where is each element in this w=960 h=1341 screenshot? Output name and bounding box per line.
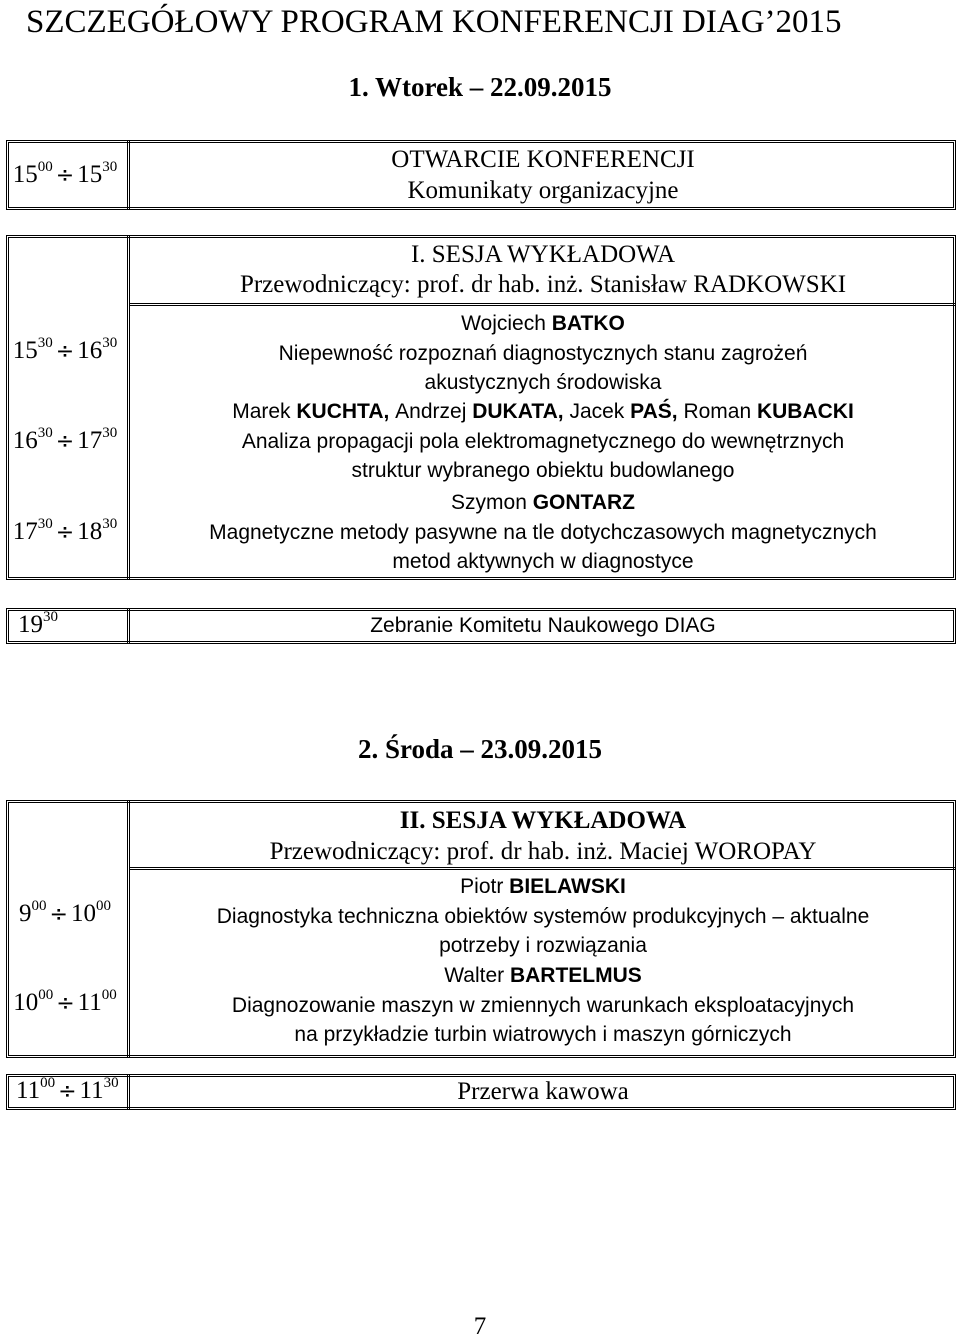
talk1-time: $15^{30} \div 16^{30}$ (12, 335, 118, 364)
talk5-title-line1: Diagnozowanie maszyn w zmiennych warunkach eksploatacyjnych (231, 993, 855, 1017)
author-last-name: BATKO (551, 312, 625, 335)
talk2-title-line2: struktur wybranego obiektu budowlanego (351, 459, 735, 482)
opening-time: $15^{00} \div 15^{30}$ (12, 159, 118, 188)
session2-title: II. SESJA WYKŁADOWA (399, 807, 687, 834)
day1-header: 1. Wtorek – 22.09.2015 (348, 72, 612, 102)
talk3-title-line1: Magnetyczne metody pasywne na tle dotychczasowych magnetycznych (209, 520, 877, 544)
talk3-authors (130, 488, 956, 518)
author-last-name: BARTELMUS (509, 964, 642, 987)
author-first-name: Jacek (569, 400, 631, 423)
talk5-authors (130, 961, 956, 991)
session2-chair: Przewodniczący: prof. dr hab. inż. Maciej WOROPAY (269, 838, 817, 865)
talk2-title-line1: Analiza propagacji pola elektromagnetycznego do wewnętrznych (241, 429, 845, 453)
opening-title: OTWARCIE KONFERENCJI (391, 146, 695, 173)
talk2 (130, 397, 956, 486)
author-last-name: DUKATA (472, 400, 558, 423)
talk2-authors: Marek KUCHTA, Andrzej DUKATA, Jacek PAŚ, Roman KUBACKI (232, 400, 854, 423)
talk4-time: $9^{00} \div 10^{00}$ (19, 898, 111, 927)
author-last-name: BIELAWSKI (509, 875, 626, 898)
author-first-name: Andrzej (395, 400, 473, 423)
author-first-name: Walter (444, 964, 510, 987)
session1-chair: Przewodniczący: prof. dr hab. inż. Stanisław RADKOWSKI (239, 271, 847, 298)
talk4-authors (130, 872, 956, 902)
talk1-title-line2: akustycznych środowiska (424, 371, 662, 394)
talk2-time: $16^{30} \div 17^{30}$ (12, 425, 118, 454)
document-title: SZCZEGÓŁOWY PROGRAM KONFERENCJI DIAG’2015 (26, 4, 842, 40)
author-first-name: Szymon (451, 491, 533, 514)
talk4-title-line1: Diagnostyka techniczna obiektów systemów produkcyjnych – aktualne (216, 904, 870, 928)
break-label: Przerwa kawowa (457, 1078, 629, 1105)
talk3-time: $17^{30} \div 18^{30}$ (12, 516, 118, 545)
meeting-time: $19^{30}$ (18, 609, 58, 638)
talk1-authors (130, 309, 956, 339)
talk3 (130, 488, 956, 577)
talk1-title-line1: Niepewność rozpoznań diagnostycznych stanu zagrożeń (278, 341, 808, 365)
page-number: 7 (473, 1313, 487, 1340)
talk4 (130, 872, 956, 961)
break-time: $11^{00} \div 11^{30}$ (16, 1075, 119, 1104)
author-last-name: KUBACKI (756, 400, 854, 423)
author-first-name: Marek (232, 400, 297, 423)
author-last-name: KUCHTA (296, 400, 384, 423)
opening-subtitle: Komunikaty organizacyjne (407, 177, 679, 204)
talk5-time: $10^{00} \div 11^{00}$ (13, 987, 117, 1016)
author-first-name: Piotr (460, 875, 510, 898)
author-last-name: PAŚ (630, 400, 672, 423)
opening-cell (130, 144, 956, 206)
day2-header: 2. Środa – 23.09.2015 (357, 734, 603, 764)
talk3-title-line2: metod aktywnych w diagnostyce (392, 550, 694, 573)
meeting-label: Zebranie Komitetu Naukowego DIAG (370, 614, 716, 637)
session1-title: I. SESJA WYKŁADOWA (410, 241, 676, 268)
talk1 (130, 309, 956, 398)
author-first-name: Roman (683, 400, 757, 423)
author-first-name: Wojciech (461, 312, 552, 335)
talk5-title-line2: na przykładzie turbin wiatrowych i maszyn górniczych (294, 1023, 792, 1046)
session1-header (130, 240, 956, 300)
talk5 (130, 961, 956, 1050)
author-last-name: GONTARZ (532, 491, 635, 514)
session2-header (130, 805, 956, 867)
talk4-title-line2: potrzeby i rozwiązania (439, 934, 647, 957)
